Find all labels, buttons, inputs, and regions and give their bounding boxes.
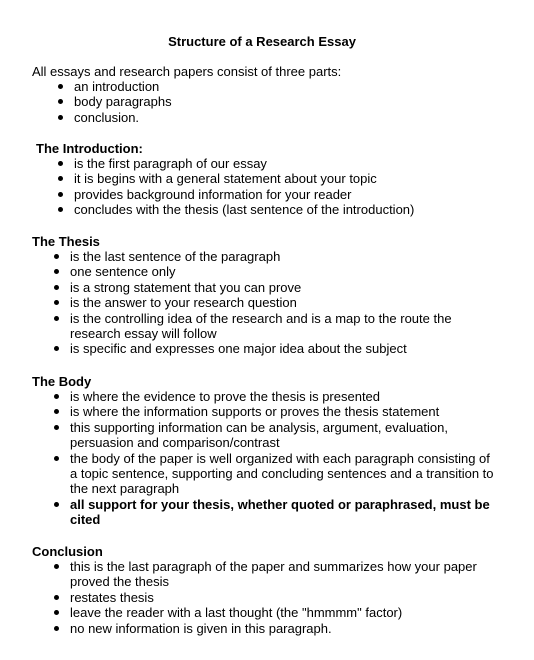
introduction-list [58, 156, 498, 218]
list-item: no new information is given in this paragraph. [54, 621, 494, 636]
conclusion-list [54, 559, 494, 636]
list-item-emphasis: all support for your thesis, whether quoted or paraphrased, must be cited [54, 497, 494, 528]
list-item: is specific and expresses one major idea about the subject [54, 341, 494, 356]
list-item: restates thesis [54, 590, 494, 605]
list-item: is where the information supports or proves the thesis statement [54, 404, 494, 419]
list-item: is the answer to your research question [54, 295, 494, 310]
list-item: an introduction [58, 79, 498, 94]
list-item: conclusion. [58, 110, 498, 125]
list-item: concludes with the thesis (last sentence of the introduction) [58, 202, 498, 217]
body-list [54, 389, 494, 528]
section-heading-body: The Body [32, 374, 92, 389]
list-item: is the first paragraph of our essay [58, 156, 498, 171]
list-item: is where the evidence to prove the thesis is presented [54, 389, 494, 404]
list-item: body paragraphs [58, 94, 498, 109]
section-heading-conclusion: Conclusion [32, 544, 103, 559]
intro-text: All essays and research papers consist of three parts: [32, 64, 342, 79]
intro-list [58, 79, 498, 125]
list-item: one sentence only [54, 264, 494, 279]
list-item: provides background information for your reader [58, 187, 498, 202]
list-item: is a strong statement that you can prove [54, 280, 494, 295]
document-title: Structure of a Research Essay [168, 34, 356, 49]
list-item: it is begins with a general statement about your topic [58, 171, 498, 186]
thesis-list [54, 249, 494, 357]
list-item: is the last sentence of the paragraph [54, 249, 494, 264]
list-item: is the controlling idea of the research and is a map to the route the research essay will follow [54, 311, 494, 342]
list-item: leave the reader with a last thought (the "hmmmm" factor) [54, 605, 494, 620]
list-item: this is the last paragraph of the paper and summarizes how your paper proved the thesis [54, 559, 494, 590]
list-item: this supporting information can be analysis, argument, evaluation, persuasion and comparison/contrast [54, 420, 494, 451]
section-heading-thesis: The Thesis [32, 234, 100, 249]
list-item: the body of the paper is well organized with each paragraph consisting of a topic sentence, supporting and concluding sentences and a transition to the next paragraph [54, 451, 494, 497]
section-heading-introduction: The Introduction: [36, 141, 143, 156]
